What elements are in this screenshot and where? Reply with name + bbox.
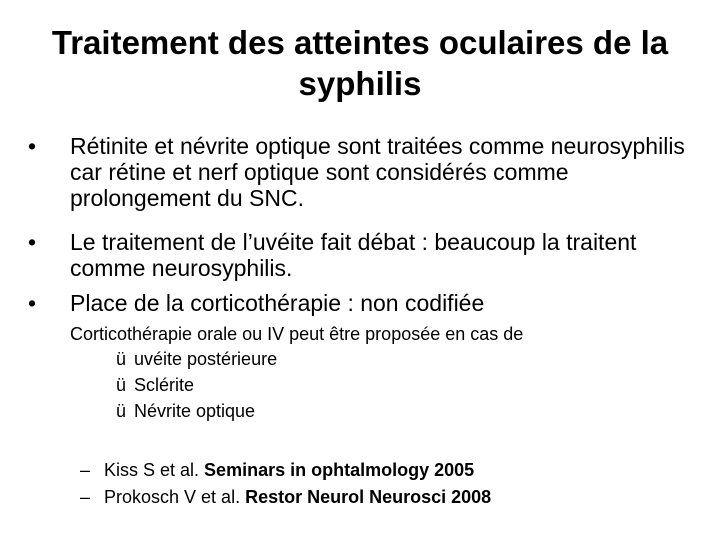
reference-authors: Prokosch V et al. bbox=[104, 487, 246, 507]
checkmark-icon: ü bbox=[116, 375, 127, 395]
checklist-text: uvéite postérieure bbox=[134, 349, 278, 369]
checklist-item bbox=[116, 374, 194, 396]
dash-icon: – bbox=[80, 460, 91, 480]
checklist-item bbox=[116, 400, 255, 422]
bullet-icon: • bbox=[28, 290, 37, 316]
corticotherapy-note: Corticothérapie orale ou IV peut être proposée en cas de bbox=[70, 324, 524, 344]
checkmark-icon: ü bbox=[116, 401, 127, 421]
checklist-text: Névrite optique bbox=[134, 401, 256, 421]
bullet-text: Rétinite et névrite optique sont traitées comme neurosyphilis car rétine et nerf optique sont considérés comme prolongement du SNC. bbox=[70, 133, 685, 211]
reference-source: Restor Neurol Neurosci 2008 bbox=[245, 487, 492, 507]
reference-item bbox=[80, 486, 491, 508]
bullet-text: Le traitement de l’uvéite fait débat : beaucoup la traitent comme neurosyphilis. bbox=[70, 229, 637, 281]
slide-title: Traitement des atteintes oculaires de la syphilis bbox=[51, 24, 669, 102]
reference-source: Seminars in ophtalmology 2005 bbox=[204, 460, 475, 480]
reference-authors: Kiss S et al. bbox=[104, 460, 205, 480]
checkmark-icon: ü bbox=[116, 349, 127, 369]
bullet-icon: • bbox=[28, 229, 37, 255]
bullet-text: Place de la corticothérapie : non codifiée bbox=[70, 290, 485, 316]
dash-icon: – bbox=[80, 487, 91, 507]
reference-item bbox=[80, 459, 474, 481]
bullet-icon: • bbox=[28, 133, 37, 159]
checklist-item bbox=[116, 348, 277, 370]
checklist-text: Sclérite bbox=[134, 375, 195, 395]
